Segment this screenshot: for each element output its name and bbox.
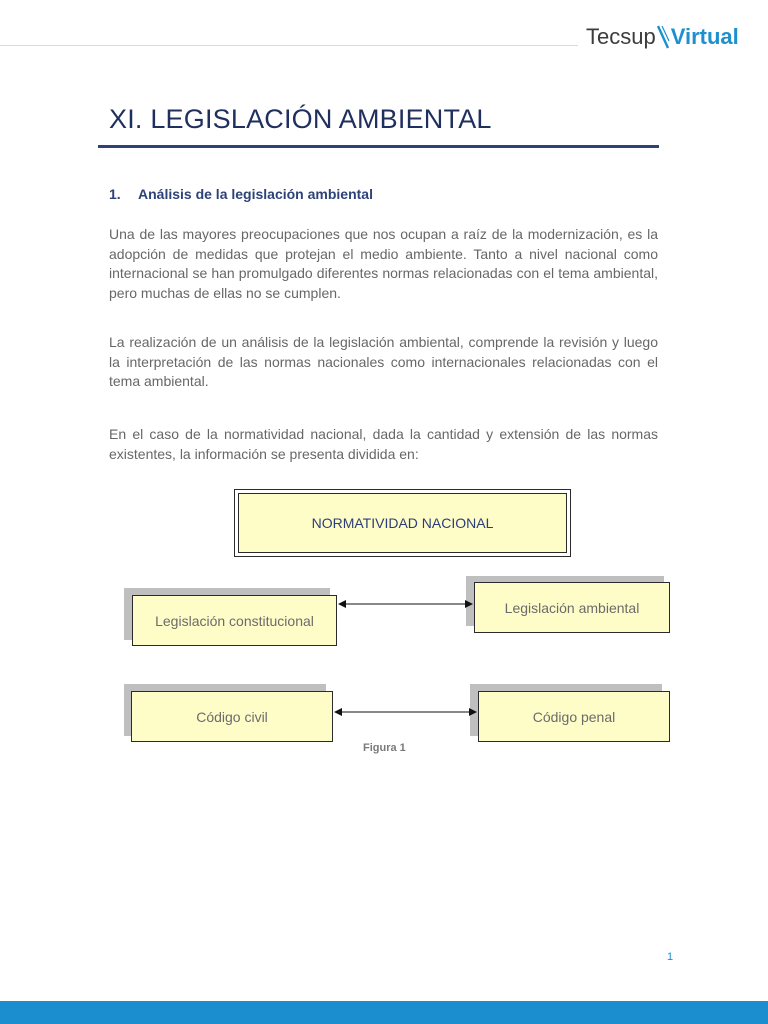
box-legislacion-ambiental: Legislación ambiental xyxy=(474,582,670,633)
logo-text-tecsup: Tecsup xyxy=(586,24,656,49)
footer-bar xyxy=(0,1001,768,1024)
paragraph-3: En el caso de la normatividad nacional, dada la cantidad y extensión de las normas existentes, la información se presenta dividida en: xyxy=(109,426,658,462)
box-codigo-penal: Código penal xyxy=(478,691,670,742)
main-box-normatividad: NORMATIVIDAD NACIONAL xyxy=(238,493,567,553)
box-codigo-civil: Código civil xyxy=(131,691,333,742)
figure-caption: Figura 1 xyxy=(363,742,406,754)
page-title: XI. LEGISLACIÓN AMBIENTAL xyxy=(109,104,492,134)
paragraph-1: Una de las mayores preocupaciones que nos ocupan a raíz de la modernización, es la adopción de medidas que protejan el medio ambiente. Tanto a nivel nacional como internacional se han promulgado diferentes normas relacionadas con el tema ambiental, pero muchas de ellas no se cumplen. xyxy=(109,226,658,301)
section-heading-text: Análisis de la legislación ambiental xyxy=(138,186,373,202)
paragraph-2: La realización de un análisis de la legislación ambiental, comprende la revisión y luego la interpretación de las normas nacionales como internacionales relacionadas con el tema ambiental. xyxy=(109,334,658,390)
logo-text-virtual: Virtual xyxy=(670,24,739,49)
page-number: 1 xyxy=(667,951,674,963)
box-legislacion-constitucional: Legislación constitucional xyxy=(132,595,337,646)
section-number: 1. xyxy=(109,186,121,202)
